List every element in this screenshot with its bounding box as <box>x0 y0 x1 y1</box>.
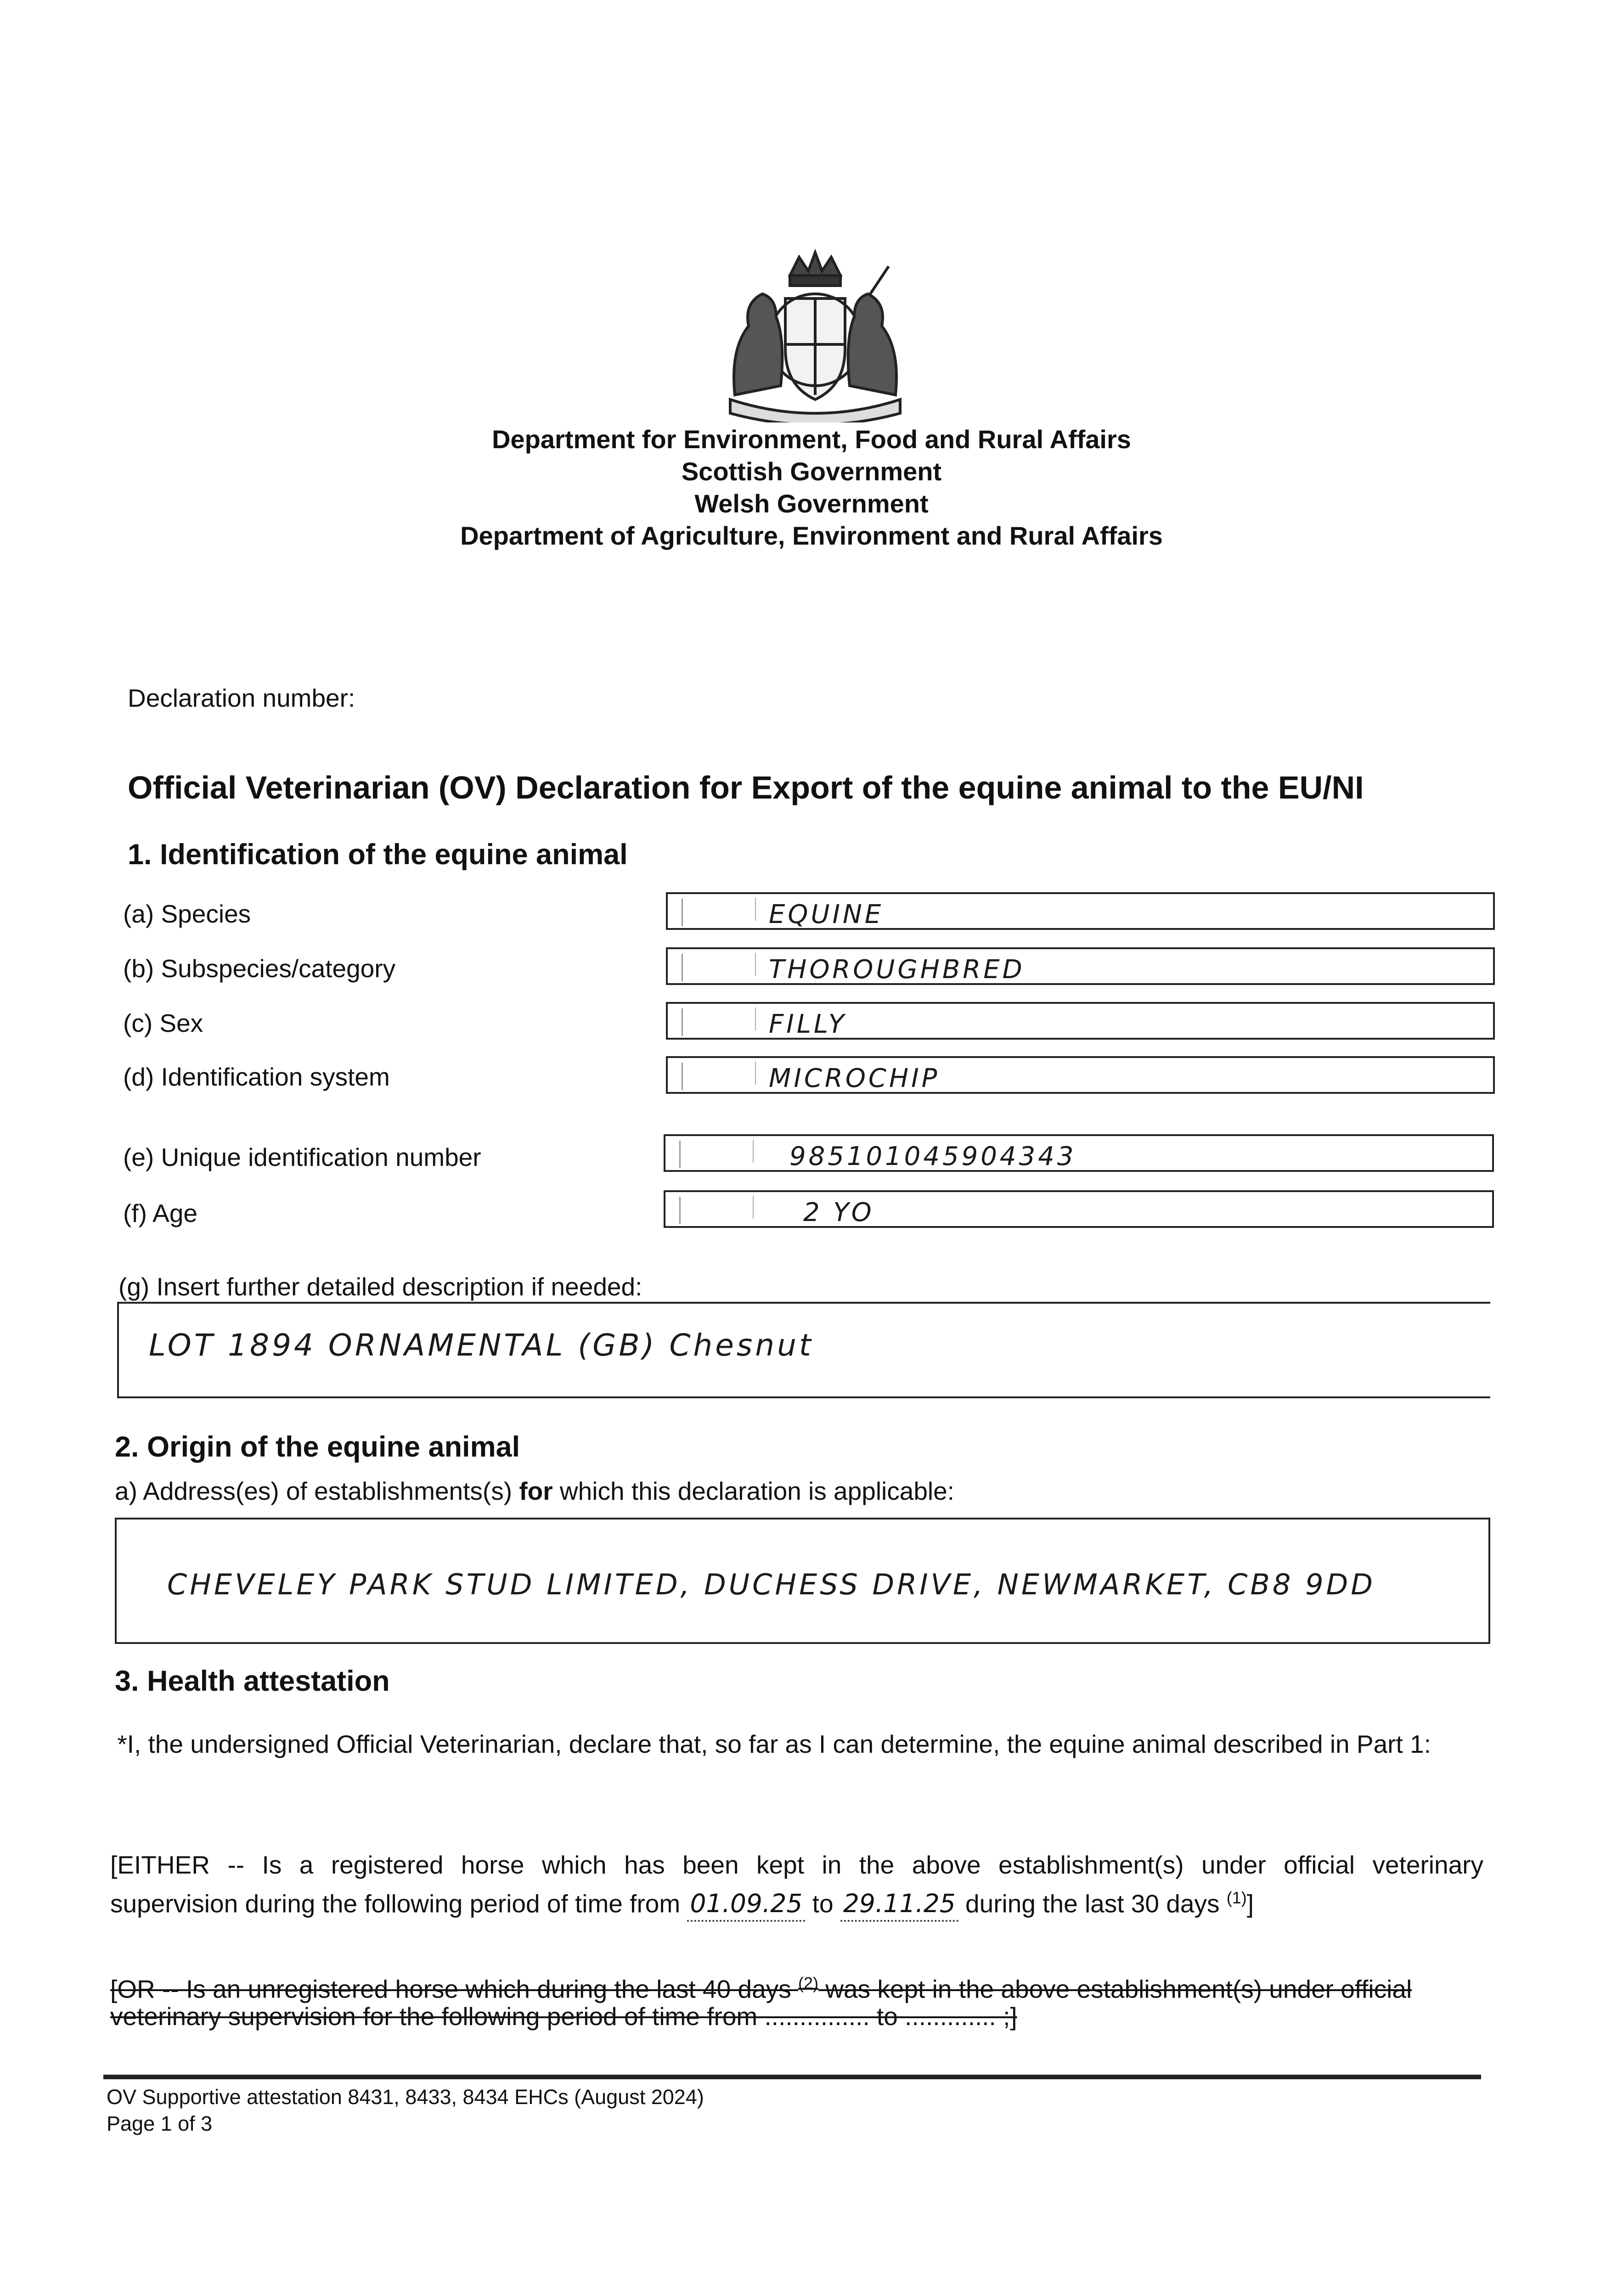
address-value: CHEVELEY PARK STUD LIMITED, DUCHESS DRIVE, NEWMARKET, CB8 9DD <box>167 1568 1376 1601</box>
footer-divider <box>103 2075 1481 2079</box>
agency-welsh-government: Welsh Government <box>694 489 929 518</box>
unique-id-field[interactable] <box>664 1134 1494 1172</box>
unique-id-label: (e) Unique identification number <box>123 1143 481 1171</box>
declaration-number-label: Declaration number: <box>128 684 355 712</box>
species-field[interactable] <box>666 892 1495 930</box>
either-clause-line-1: [EITHER -- Is a registered horse which has been kept in the above establishment(s) under official veterinary <box>110 1851 1483 1879</box>
section-1-heading: 1. Identification of the equine animal <box>128 838 628 871</box>
section-3-heading: 3. Health attestation <box>115 1665 390 1697</box>
or-clause-line-2: veterinary supervision for the following period of time from ............... to ............. ;] <box>110 2002 1017 2031</box>
footer-attestation: OV Supportive attestation 8431, 8433, 8434 EHCs (August 2024) <box>107 2085 704 2109</box>
identification-system-field[interactable] <box>666 1056 1495 1094</box>
section-2-heading: 2. Origin of the equine animal <box>115 1431 520 1463</box>
page-title: Official Veterinarian (OV) Declaration for Export of the equine animal to the EU/NI <box>128 770 1364 805</box>
description-value: LOT 1894 ORNAMENTAL (GB) Chesnut <box>149 1328 814 1363</box>
species-label: (a) Species <box>123 900 251 928</box>
subspecies-field[interactable] <box>666 947 1495 985</box>
sex-value: FILLY <box>769 1009 847 1039</box>
subspecies-value: THOROUGHBRED <box>769 955 1025 985</box>
description-label: (g) Insert further detailed description if needed: <box>118 1272 642 1301</box>
sex-field[interactable] <box>666 1002 1495 1040</box>
sex-label: (c) Sex <box>123 1009 203 1037</box>
address-label: a) Address(es) of establishments(s) for which this declaration is applicable: <box>115 1477 955 1505</box>
period-from-date[interactable]: 01.09.25 <box>687 1887 805 1922</box>
or-clause-line-1: [OR -- Is an unregistered horse which during the last 40 days $^{(2)}$ was kept in the above establishment(s) under official <box>110 1974 1412 2003</box>
description-field[interactable] <box>117 1302 1490 1398</box>
unique-id-value: 985101045904343 <box>789 1142 1076 1171</box>
either-clause-line-2: supervision during the following period of time from 01.09.25 to 29.11.25 during the last 30 days $^{(1)}$] <box>110 1881 1483 1922</box>
period-to-date[interactable]: 29.11.25 <box>840 1887 958 1922</box>
age-value: 2 YO <box>803 1198 874 1227</box>
agency-scottish-government: Scottish Government <box>681 457 942 486</box>
royal-coat-of-arms-icon <box>716 248 914 422</box>
age-field[interactable] <box>664 1190 1494 1228</box>
health-intro: *I, the undersigned Official Veterinarian, declare that, so far as I can determine, the equine animal described in Part 1: <box>117 1730 1431 1758</box>
species-value: EQUINE <box>769 900 884 929</box>
identification-system-value: MICROCHIP <box>769 1064 940 1093</box>
footer-page-number: Page 1 of 3 <box>107 2112 213 2135</box>
agency-daera: Department of Agriculture, Environment and Rural Affairs <box>460 521 1163 550</box>
address-field[interactable] <box>115 1518 1490 1644</box>
subspecies-label: (b) Subspecies/category <box>123 954 396 983</box>
agency-defra: Department for Environment, Food and Rural Affairs <box>492 425 1131 454</box>
identification-system-label: (d) Identification system <box>123 1063 390 1091</box>
age-label: (f) Age <box>123 1199 198 1227</box>
